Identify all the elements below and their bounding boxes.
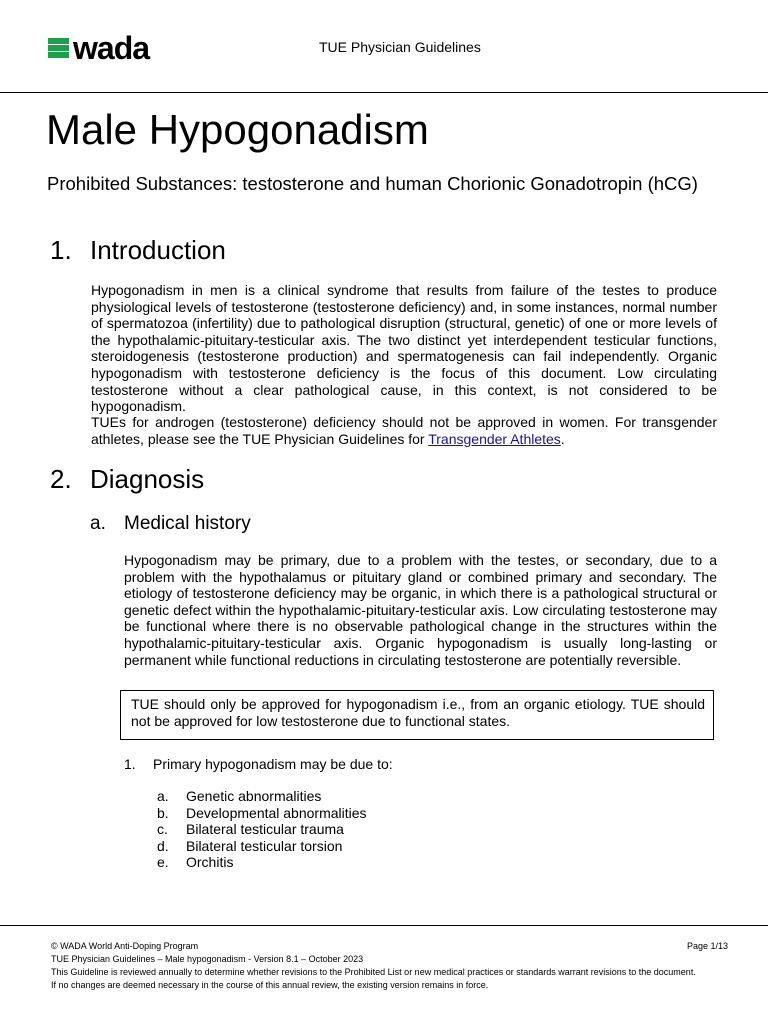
page-header [0,0,768,93]
list-item-letter: a. [157,788,169,804]
list-item-text: Genetic abnormalities [186,788,322,804]
intro-paragraph-2 [91,414,717,447]
list-item [157,805,367,822]
intro-paragraph-1: Hypogonadism in men is a clinical syndrome that results from failure of the testes to produce physiological levels of testosterone (testosterone deficiency) and, in some instances, normal number of spermatozoa (infertility) due to pathological disruption (structural, genetic) of one or more levels of the hypothalamic-pituitary-testicular axis. The two distinct yet interdependent testicular functions, steroidogenesis (testosterone production) and spermatogenesis can fail independently. Organic hypogonadism with testosterone deficiency is the focus of this document. Low circulating testosterone without a clear pathological cause, in this context, is not considered to be hypogonadism. [91,282,717,415]
callout-text: TUE should only be approved for hypogonadism i.e., from an organic etiology. TUE should not be approved for low testosterone due to functional states. [131,696,705,729]
page-subtitle: Prohibited Substances: testosterone and human Chorionic Gonadotropin (hCG) [47,173,698,194]
footer-review-note: This Guideline is reviewed annually to determine whether revisions to the Prohibited List or new medical practices or standards warrant revisions to the document. [51,967,696,977]
list-item [157,838,367,855]
subsection-letter: a. [90,513,106,534]
subsection-medical-history-heading [90,512,251,536]
transgender-athletes-link[interactable]: Transgender Athletes [428,430,561,447]
wada-mark-icon [48,38,69,58]
section-number: 2. [50,464,72,494]
list-item [157,788,367,805]
page-footer [51,940,731,992]
item-text: Primary hypogonadism may be due to: [153,756,393,772]
section-number: 1. [50,235,72,265]
tue-approval-callout-box [120,690,714,740]
list-item-letter: e. [157,854,169,871]
medical-history-paragraph: Hypogonadism may be primary, due to a problem with the testes, or secondary, due to a problem with the hypothalamus or pituitary gland or combined primary and secondary. The etiology of testosterone deficiency may be organic, in which there is a pathological structural or genetic defect within the hypothalamic-pituitary-testicular axis. Low circulating testosterone may be functional where there is no observable pathological change in the structures within the hypothalamic-pituitary-testicular axis. Organic hypogonadism is usually long-lasting or permanent while functional reductions in circulating testosterone are potentially reversible. [124,552,717,668]
wada-logo [48,32,149,64]
footer-divider [0,925,768,926]
list-item-letter: c. [157,821,168,838]
list-item-letter: b. [157,804,169,821]
list-item-letter: d. [157,837,169,854]
section-title: Diagnosis [90,464,205,494]
primary-hypogonadism-causes-list [157,788,367,871]
list-item-text: Developmental abnormalities [186,804,367,821]
page-number: Page 1/13 [686,941,728,951]
footer-copyright: © WADA World Anti-Doping Program [51,941,199,951]
subsection-title: Medical history [124,513,251,534]
wada-logo-text: wada [73,30,150,66]
intro-paragraph-2-text: TUEs for androgen (testosterone) deficiency should not be approved in women. For transgender athletes, please see the TUE Physician Guidelines for [91,414,717,447]
section-title: Introduction [90,235,226,265]
list-item-text: Orchitis [186,854,234,871]
list-item [157,821,367,838]
header-divider [0,92,768,93]
intro-paragraph-2-end: . [560,430,565,447]
footer-review-note-2: If no changes are deemed necessary in the course of this annual review, the existing version remains in force. [51,980,489,990]
section-introduction-heading [50,234,226,266]
section-diagnosis-heading [50,463,204,495]
list-item [157,854,367,871]
item-number: 1. [124,756,136,772]
footer-document-version: TUE Physician Guidelines – Male hypogonadism - Version 8.1 – October 2023 [51,954,364,964]
page-title: Male Hypogonadism [46,106,429,153]
numbered-item-1 [124,756,393,773]
list-item-text: Bilateral testicular torsion [186,837,343,854]
list-item-text: Bilateral testicular trauma [186,821,344,838]
header-title: TUE Physician Guidelines [319,39,481,55]
